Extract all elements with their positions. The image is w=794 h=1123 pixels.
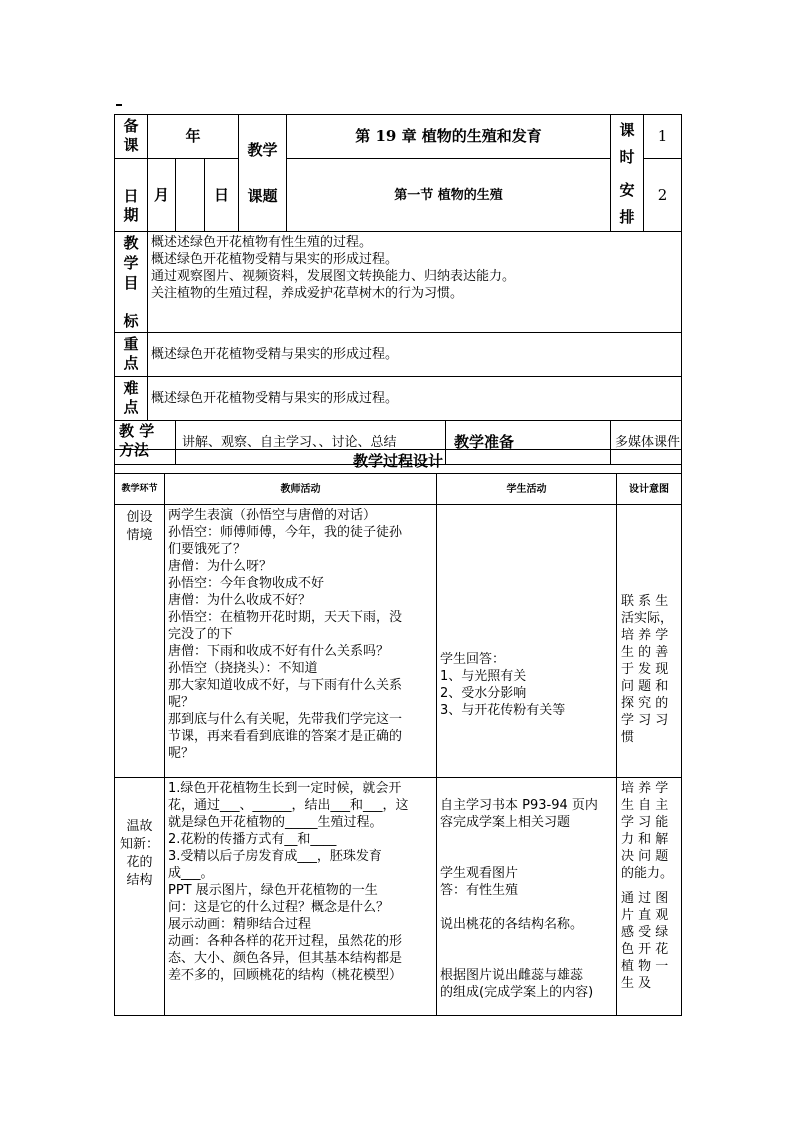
period-label: 课 时 安 排 [611,115,644,232]
key-point-text: 概述绿色开花植物受精与果实的形成过程。 [148,333,682,377]
goals-content [148,232,682,333]
lesson-info-table [114,114,682,465]
month-value-cell [176,159,205,232]
goal-item: 概述绿色开花植物受精与果实的形成过程。 [151,252,399,267]
section-title: 第一节 植物的生殖 [287,159,611,232]
prep-label: 教学准备 [454,433,515,451]
process-table [114,449,682,1016]
difficulty-text: 概述绿色开花植物受精与果实的形成过程。 [148,377,682,421]
goal-item: 关注植物的生殖过程，养成爱护花草树木的行为习惯。 [151,286,464,301]
teacher-activity: 两学生表演（孙悟空与唐僧的对话） 孙悟空：师傅师傅，今年，我的徒子徒孙 们要饿死了？ 唐僧：为什么呀？ 孙悟空：今年食物收成不好 唐僧：为什么收成不好？ 孙悟空：在植物开花时期，天天下雨，没 完没了的下 唐僧：下雨和收成不好有什么关系吗？ 孙悟空（挠挠头）：不知道 那大家知道收成不好，与下雨有什么关系 呢？ 那到底与什么有关呢，先带我们学完这一 节课，再来看看到底谁的答案才是正确的 呢？ [165,505,437,778]
header-student: 学生活动 [437,474,617,505]
student-activity: 自主学习书本 P93-94 页内 容完成学案上相关习题 学生观看图片 答：有性生殖 说出桃花的各结构名称。 根据图片说出雌蕊与雄蕊 的组成(完成学案上的内容) [437,778,617,1016]
difficulty-label: 难 点 [115,377,148,421]
day-cell: 日 [205,159,239,232]
method-label: 教 学 方法 [115,421,176,465]
design-intent: 培 养 学 生 自 主 学 习 能 力 和 解 决 问 题 的能力。 通 过 图 片 直 观 感 受 绿 色 开 花 植 物 一 生 及 [617,778,682,1016]
period-number-1: 1 [644,115,682,159]
process-title: 教学过程设计 [115,450,682,474]
lesson-topic-label: 教学 课题 [239,115,287,232]
method-text: 讲解、观察、自主学习、、讨论、总结 [176,421,446,464]
design-intent: 联 系 生 活实际， 培 养 学 生 的 善 于 发 现 问 题 和 探 究 的 学 习 习 惯 [617,505,682,778]
header-teacher: 教师活动 [165,474,437,505]
month-cell: 月 [148,159,176,232]
table-row [115,505,682,778]
year-cell: 年 [148,115,239,159]
goal-item: 概述述绿色开花植物有性生殖的过程。 [151,235,373,250]
student-activity: 学生回答： 1、与光照有关 2、受水分影响 3、与开花传粉有关等 [437,505,617,778]
header-stage: 教学环节 [115,474,165,505]
key-point-label: 重 点 [115,333,148,377]
goal-item: 通过观察图片、视频资料，发展图文转换能力、归纳表达能力。 [151,269,516,284]
teacher-activity: 1.绿色开花植物生长到一定时候，就会开 花，通过___、______，结出___和___，这 就是绿色开花植物的_____生殖过程。 2.花粉的传播方式有__和____ 3.受精以后子房发育成___，胚珠发育 成___。 PPT 展示图片，绿色开花植物的一生 问：这是它的什么过程？概念是什么？ 展示动画：精卵结合过程 动画：各种各样的花开过程，虽然花的形 态、大小、颜色各异，但其基本结构都是 差不多的，回顾桃花的结构（桃花模型） [165,778,437,1016]
page-corner-mark [116,104,122,106]
header-intent: 设计意图 [617,474,682,505]
stage-cell: 创设 情境 [115,505,165,778]
beike-label: 备 课 [115,115,148,159]
table-row [115,778,682,1016]
chapter-title: 第 19 章 植物的生殖和发育 [287,115,611,159]
date-label: 日 期 [115,159,148,232]
prep-value: 多媒体课件 [611,421,682,465]
period-number-2: 2 [644,159,682,232]
goals-label: 教 学 目 标 [115,232,148,333]
stage-cell: 温故 知新： 花的 结构 [115,778,165,1016]
